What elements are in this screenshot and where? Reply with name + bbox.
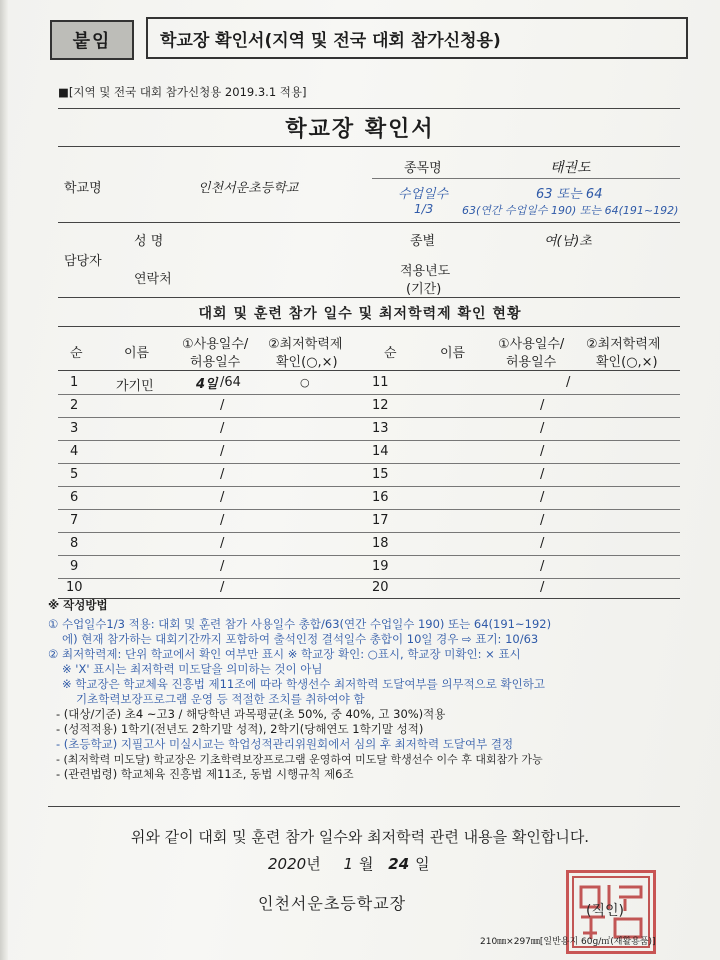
manager-contact-label: 연락처 (134, 272, 172, 287)
row-13-no: 13 (372, 421, 389, 436)
manager-label: 담당자 (64, 254, 102, 269)
row-8-days: / (220, 536, 225, 551)
row-20-no: 20 (372, 580, 389, 595)
row-divider (58, 440, 680, 441)
school-name-label: 학교명 (64, 181, 102, 196)
col-min-right-2: 확인(○,×) (596, 355, 658, 370)
row-2-days: / (220, 398, 225, 413)
date-month-unit: 월 (359, 855, 374, 873)
col-min-right-1: ②최저학력제 (586, 337, 661, 352)
row-12-days: / (540, 398, 545, 413)
row-divider (58, 509, 680, 510)
col-min-left-1: ②최저학력제 (268, 337, 343, 352)
divider (58, 297, 680, 298)
table-section-title: 대회 및 훈련 참가 일수 및 최저학력제 확인 현황 (198, 306, 522, 322)
row-7-days: / (220, 513, 225, 528)
row-divider (58, 486, 680, 487)
applicable-note: ■[지역 및 전국 대회 참가신청용 2019.3.1 적용] (58, 85, 307, 99)
instruction-target: - (대상/기준) 초4 ~고3 / 해당학년 과목평균(초 50%, 중 40%, 고 30%)적용 (56, 707, 446, 721)
row-15-no: 15 (372, 467, 389, 482)
row-10-no: 10 (66, 580, 83, 595)
row-divider (58, 532, 680, 533)
row-1-name: 가기민 (116, 379, 154, 394)
col-no-left: 순 (70, 346, 83, 361)
row-7-no: 7 (70, 513, 79, 528)
divider (58, 222, 680, 223)
row-1-days-allowed: /64 (220, 375, 241, 390)
attachment-label: 붙임 (50, 20, 134, 60)
row-16-days: / (540, 490, 545, 505)
date-year: 2020 (268, 855, 307, 873)
apply-period-label: (기간) (406, 282, 442, 297)
instruction-2-note: ※ 'X' 표시는 최저학력 미도달을 의미하는 것이 아님 (62, 662, 323, 676)
date-year-unit: 년 (306, 855, 321, 873)
row-12-no: 12 (372, 398, 389, 413)
school-days-label: 수업일수 (398, 187, 449, 202)
row-18-no: 18 (372, 536, 389, 551)
document-heading-box: 학교장 확인서(지역 및 전국 대회 참가신청용) (146, 17, 688, 59)
row-6-days: / (220, 490, 225, 505)
row-11-no: 11 (372, 375, 389, 390)
row-19-days: / (540, 559, 545, 574)
signing-date (268, 853, 430, 874)
row-3-days: / (220, 421, 225, 436)
row-17-no: 17 (372, 513, 389, 528)
writing-instructions (48, 598, 688, 782)
row-divider (58, 555, 680, 556)
instruction-elementary: - (초등학교) 지필고사 미실시교는 학업성적관리위원회에서 심의 후 최저학력 도달여부 결정 (56, 737, 514, 751)
row-3-no: 3 (70, 421, 79, 436)
division-label: 종별 (410, 234, 436, 249)
division-value: 여(남)초 (544, 234, 592, 249)
instruction-1: ① 수업일수1/3 적용: 대회 및 훈련 참가 사용일수 총합/63(연간 수업일수 190) 또는 64(191~192) (48, 617, 552, 631)
row-17-days: / (540, 513, 545, 528)
row-18-days: / (540, 536, 545, 551)
row-1-days-used: 4일 (196, 377, 218, 392)
row-4-days: / (220, 444, 225, 459)
school-days-value: 63 또는 64 (536, 187, 603, 202)
instruction-law: - (관련법령) 학교체육 진흥법 제11조, 동법 시행규칙 제6조 (56, 767, 354, 781)
instruction-2-note2: ※ 학교장은 학교체육 진흥법 제11조에 따라 학생선수 최저학력 도달여부를 의무적으로 확인하고 (62, 677, 545, 691)
page-edge-shadow (0, 0, 8, 960)
row-5-days: / (220, 467, 225, 482)
row-9-days: / (220, 559, 225, 574)
row-14-no: 14 (372, 444, 389, 459)
instruction-grades: - (성적적용) 1학기(전년도 2학기말 성적), 2학기(당해연도 1학기말 성적) (56, 722, 424, 736)
divider (372, 178, 680, 179)
row-2-no: 2 (70, 398, 79, 413)
row-11-days: / (566, 375, 571, 390)
instruction-2-note3: 기초학력보장프로그램 운영 등 적절한 조치를 취하여야 함 (76, 692, 365, 706)
col-days-right-2: 허용일수 (506, 355, 557, 370)
paper-size-note: 210㎜×297㎜[일반용지 60g/㎡(재활용품)] (480, 937, 656, 947)
event-label: 종목명 (404, 161, 442, 176)
row-9-no: 9 (70, 559, 79, 574)
date-day: 24 (388, 855, 410, 873)
form-title: 학교장 확인서 (285, 117, 435, 142)
row-10-days: / (220, 580, 225, 595)
row-14-days: / (540, 444, 545, 459)
row-divider (58, 463, 680, 464)
one-third-label: 1/3 (414, 202, 434, 216)
divider (58, 146, 680, 147)
row-8-no: 8 (70, 536, 79, 551)
row-1-no: 1 (70, 375, 79, 390)
event-value: 태권도 (550, 160, 591, 176)
row-1-min-check: ○ (300, 376, 310, 389)
row-15-days: / (540, 467, 545, 482)
instructions-title: ※ 작성방법 (48, 598, 108, 612)
col-name-right: 이름 (440, 346, 466, 361)
confirmation-statement: 위와 같이 대회 및 훈련 참가 일수와 최저학력 관련 내용을 확인합니다. (130, 828, 590, 846)
divider (58, 326, 680, 327)
row-4-no: 4 (70, 444, 79, 459)
instruction-2: ② 최저학력제: 단위 학교에서 확인 여부만 표시 ※ 학교장 확인: ○표시, 학교장 미확인: × 표시 (48, 647, 521, 661)
instruction-1-example: 에) 현재 참가하는 대회기간까지 포함하여 출석인정 결석일수 총합이 10일 경우 ⇨ 표기: 10/63 (62, 632, 539, 646)
signer-school: 인천서운초등학교장 (258, 894, 407, 913)
row-6-no: 6 (70, 490, 79, 505)
row-5-no: 5 (70, 467, 79, 482)
one-third-value: 63(연간 수업일수 190) 또는 64(191~192) (462, 204, 679, 217)
col-min-left-2: 확인(○,×) (276, 355, 338, 370)
instruction-not-reached: - (최저학력 미도달) 학교장은 기초학력보장프로그램 운영하여 미도달 학생선수 이수 후 대회참가 가능 (56, 753, 543, 766)
divider (58, 108, 680, 109)
row-19-no: 19 (372, 559, 389, 574)
row-16-no: 16 (372, 490, 389, 505)
col-days-left-1: ①사용일수/ (182, 337, 249, 352)
row-divider (58, 417, 680, 418)
school-name-value: 인천서운초등학교 (198, 181, 299, 196)
date-month: 1 (343, 855, 354, 873)
col-days-right-1: ①사용일수/ (498, 337, 565, 352)
row-20-days: / (540, 580, 545, 595)
col-name-left: 이름 (124, 346, 150, 361)
apply-year-label: 적용년도 (400, 264, 451, 279)
divider (58, 370, 680, 371)
date-day-unit: 일 (415, 855, 430, 873)
col-days-left-2: 허용일수 (190, 355, 241, 370)
manager-name-label: 성 명 (134, 234, 164, 249)
row-divider (58, 394, 680, 395)
col-no-right: 순 (384, 346, 397, 361)
divider (48, 806, 680, 807)
row-13-days: / (540, 421, 545, 436)
row-divider (58, 578, 680, 579)
seal-label: (직인) (586, 903, 624, 919)
